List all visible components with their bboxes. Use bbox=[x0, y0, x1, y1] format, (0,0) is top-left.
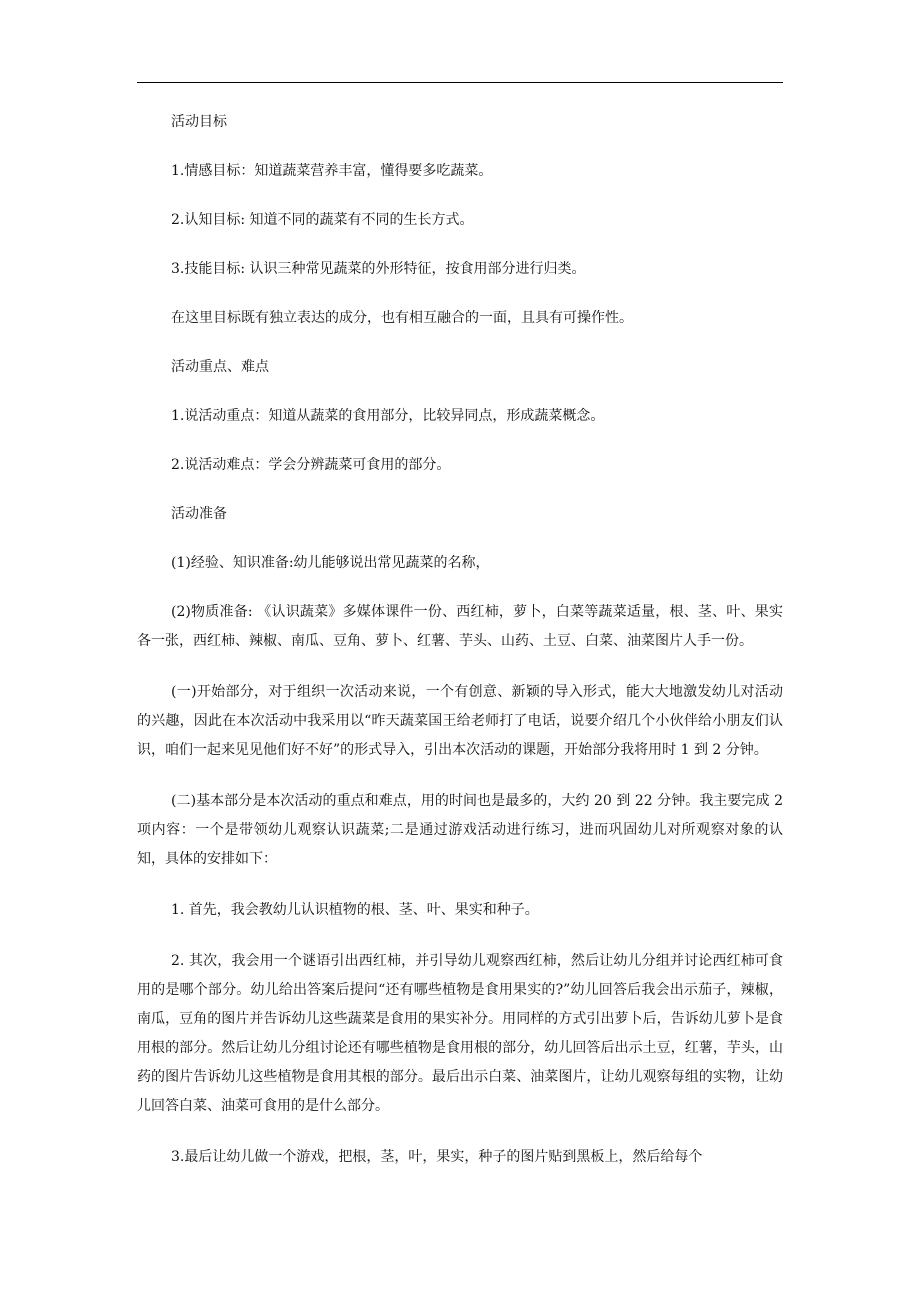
goal-emotion: 1.情感目标：知道蔬菜营养丰富，懂得要多吃蔬菜。 bbox=[171, 163, 493, 179]
preparation-experience: (1)经验、知识准备:幼儿能够说出常见蔬菜的名称， bbox=[171, 555, 490, 571]
step-first: 1. 首先，我会教幼儿认识植物的根、茎、叶、果实和种子。 bbox=[171, 902, 539, 918]
preparation-materials: (2)物质准备: 《认识蔬菜》多媒体课件一份、西红柿，萝卜，白菜等蔬菜适量，根、茎、叶、果实各一张，西红柿、辣椒、南瓜、豆角、萝卜、红薯、芋头、山药、土豆、白菜、油菜图片人手一份。 bbox=[137, 604, 783, 649]
goal-skill: 3.技能目标: 认识三种常见蔬菜的外形特征，按食用部分进行归类。 bbox=[171, 261, 586, 277]
document-body bbox=[137, 108, 783, 1172]
heading-key-points: 活动重点、难点 bbox=[171, 359, 269, 375]
difficult-point: 2.说活动难点：学会分辨蔬菜可食用的部分。 bbox=[171, 457, 451, 473]
heading-preparation: 活动准备 bbox=[171, 506, 227, 522]
heading-activity-goals: 活动目标 bbox=[171, 114, 227, 130]
key-point: 1.说活动重点：知道从蔬菜的食用部分，比较异同点，形成蔬菜概念。 bbox=[171, 408, 605, 424]
step-last: 3.最后让幼儿做一个游戏，把根，茎，叶，果实，种子的图片贴到黑板上，然后给每个 bbox=[171, 1149, 703, 1165]
section-opening: (一)开始部分，对于组织一次活动来说，一个有创意、新颖的导入形式，能大大地激发幼儿对活动的兴趣，因此在本次活动中我采用以“昨天蔬菜国王给老师打了电话，说要介绍几个小伙伴给小朋友们认识，咱们一起来见见他们好不好”的形式导入，引出本次活动的课题，开始部分我将用时 1 到 2 分钟。 bbox=[137, 684, 783, 758]
step-second: 2. 其次，我会用一个谜语引出西红柿，并引导幼儿观察西红柿，然后让幼儿分组并讨论西红柿可食用的是哪个部分。幼儿给出答案后提问“还有哪些植物是食用果实的?”幼儿回答后我会出示茄子，辣椒，南瓜，豆角的图片并告诉幼儿这些蔬菜是食用的果实补分。用同样的方式引出萝卜后，告诉幼儿萝卜是食用根的部分。然后让幼儿分组讨论还有哪些植物是食用根的部分，幼儿回答后出示土豆，红薯，芋头，山药的图片告诉幼儿这些植物是食用其根的部分。最后出示白菜、油菜图片，让幼儿观察每组的实物，让幼儿回答白菜、油菜可食用的是什么部分。 bbox=[137, 953, 783, 1114]
header-rule bbox=[137, 82, 783, 83]
goal-summary: 在这里目标既有独立表达的成分，也有相互融合的一面，且具有可操作性。 bbox=[171, 310, 633, 326]
goal-cognition: 2.认知目标: 知道不同的蔬菜有不同的生长方式。 bbox=[171, 212, 474, 228]
section-basic: (二)基本部分是本次活动的重点和难点，用的时间也是最多的，大约 20 到 22 分钟。我主要完成 2 项内容：一个是带领幼儿观察认识蔬菜;二是通过游戏活动进行练习，进而巩固幼儿对所观察对象的认知，具体的安排如下： bbox=[137, 793, 783, 867]
